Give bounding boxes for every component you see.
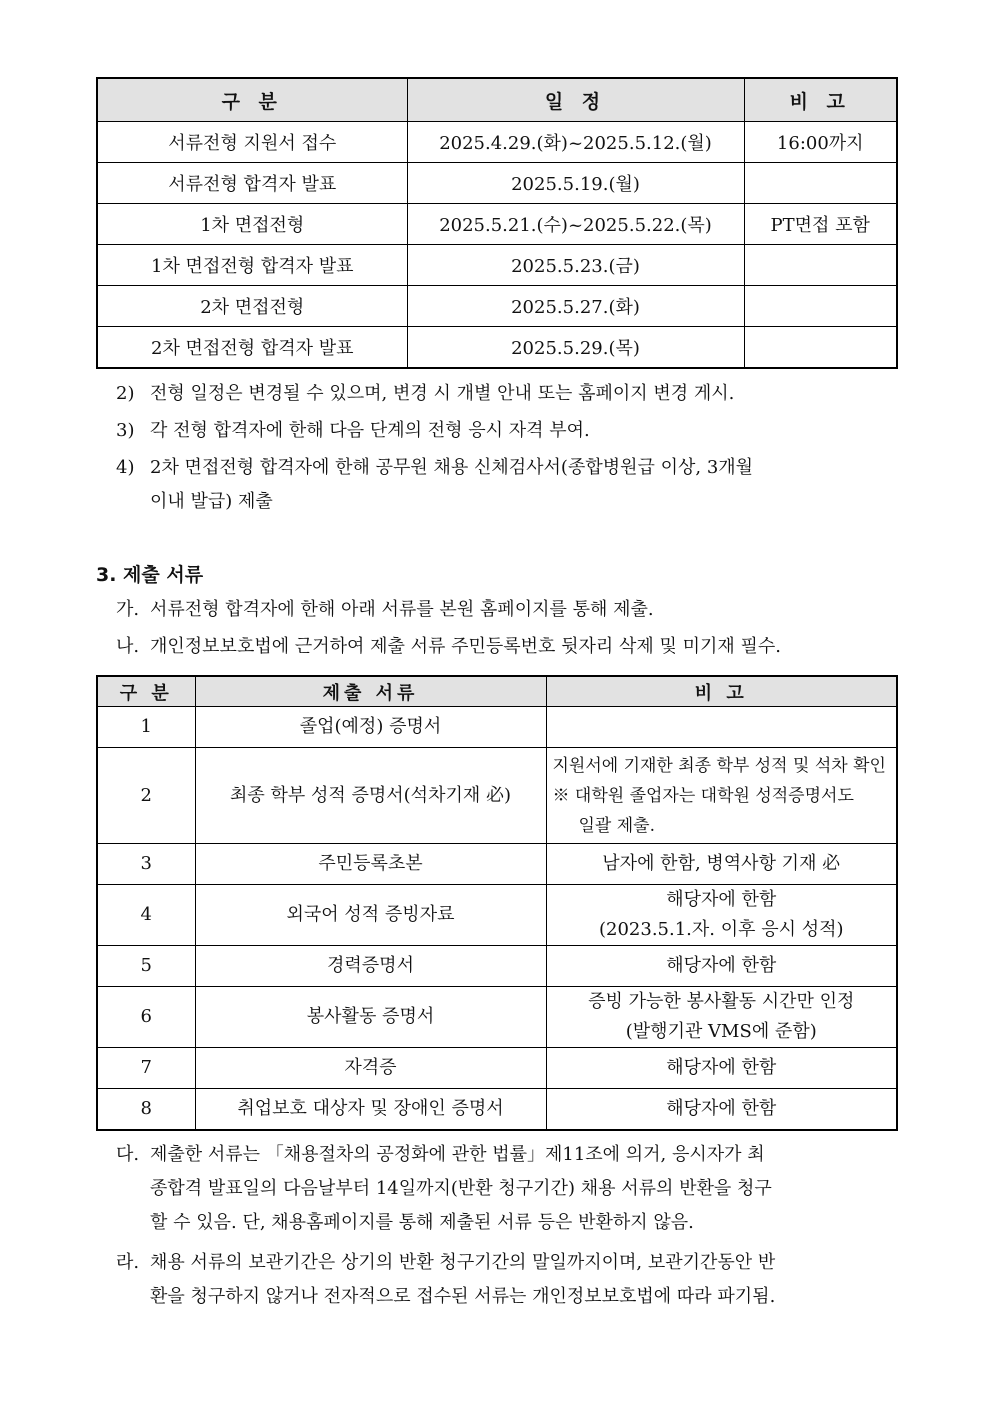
- closing-item-text: 종합격 발표일의 다음날부터 14일까지(반환 청구기간) 채용 서류의 반환을 청구: [150, 1178, 772, 1199]
- schedule-date: 2025.5.21.(수)~2025.5.22.(목): [407, 204, 744, 245]
- document-note: [546, 748, 897, 844]
- note-text-continuation: 이내 발급) 제출: [150, 491, 273, 512]
- closing-item-text: 환을 청구하지 않거나 전자적으로 접수된 서류는 개인정보보호법에 따라 파기됨.: [150, 1286, 776, 1307]
- document-name: 자격증: [195, 1048, 546, 1089]
- table-row: [97, 286, 897, 327]
- note-text: 각 전형 합격자에 한해 다음 단계의 전형 응시 자격 부여.: [150, 420, 590, 441]
- document-name: 취업보호 대상자 및 장애인 증명서: [195, 1089, 546, 1130]
- documents-header-note: 비 고: [546, 676, 897, 707]
- document-name: 졸업(예정) 증명서: [195, 707, 546, 748]
- document-name: 주민등록초본: [195, 844, 546, 885]
- section-item-label: 가.: [116, 599, 140, 620]
- table-row: [97, 748, 897, 844]
- schedule-stage: 서류전형 합격자 발표: [97, 163, 407, 204]
- schedule-note: [744, 286, 897, 327]
- schedule-header-stage: 구 분: [97, 78, 407, 122]
- schedule-note: [744, 245, 897, 286]
- schedule-note: [744, 163, 897, 204]
- document-note: 해당자에 한함: [546, 1089, 897, 1130]
- table-row: [97, 1048, 897, 1089]
- section-item-text: 서류전형 합격자에 한해 아래 서류를 본원 홈페이지를 통해 제출.: [150, 599, 654, 620]
- document-note: 남자에 한함, 병역사항 기재 必: [546, 844, 897, 885]
- schedule-stage: 서류전형 지원서 접수: [97, 122, 407, 163]
- schedule-note: [744, 327, 897, 369]
- section-item-text: 개인정보보호법에 근거하여 제출 서류 주민등록번호 뒷자리 삭제 및 미기재 필수.: [150, 636, 782, 657]
- schedule-note: PT면접 포함: [744, 204, 897, 245]
- document-note-line: (발행기관 VMS에 준함): [625, 1021, 817, 1042]
- section-item-label: 나.: [116, 636, 140, 657]
- schedule-stage: 2차 면접전형: [97, 286, 407, 327]
- document-note: 해당자에 한함: [546, 1048, 897, 1089]
- closing-item-label: 다.: [116, 1144, 140, 1165]
- document-no: 8: [97, 1089, 195, 1130]
- document-no: 5: [97, 946, 195, 987]
- schedule-header-row: [97, 78, 897, 122]
- table-row: [97, 1089, 897, 1130]
- closing-item-text: 제출한 서류는 「채용절차의 공정화에 관한 법률」제11조에 의거, 응시자가 최: [150, 1144, 765, 1165]
- document-name: 경력증명서: [195, 946, 546, 987]
- table-row: [97, 327, 897, 369]
- document-note-line: ※ 대학원 졸업자는 대학원 성적증명서도: [552, 785, 854, 806]
- schedule-header-note: 비 고: [744, 78, 897, 122]
- note-number: 3): [116, 420, 135, 441]
- note-item: [116, 377, 896, 411]
- schedule-stage: 2차 면접전형 합격자 발표: [97, 327, 407, 369]
- document-name: 외국어 성적 증빙자료: [195, 885, 546, 946]
- note-number: 4): [116, 457, 135, 478]
- table-row: [97, 163, 897, 204]
- document-note-line: 지원서에 기재한 최종 학부 성적 및 석차 확인: [552, 755, 886, 776]
- document-name: 최종 학부 성적 증명서(석차기재 必): [195, 748, 546, 844]
- table-row: [97, 946, 897, 987]
- document-note-line: 해당자에 한함: [666, 889, 777, 910]
- documents-header-no: 구 분: [97, 676, 195, 707]
- schedule-date: 2025.5.27.(화): [407, 286, 744, 327]
- schedule-stage: 1차 면접전형: [97, 204, 407, 245]
- document-note-line: 일괄 제출.: [578, 815, 655, 836]
- closing-item-text: 채용 서류의 보관기간은 상기의 반환 청구기간의 말일까지이며, 보관기간동안 반: [150, 1252, 776, 1273]
- schedule-date: 2025.5.23.(금): [407, 245, 744, 286]
- documents-table: [96, 675, 898, 1131]
- closing-item-text: 할 수 있음. 단, 채용홈페이지를 통해 제출된 서류 등은 반환하지 않음.: [150, 1212, 694, 1233]
- schedule-date: 2025.5.19.(월): [407, 163, 744, 204]
- document-no: 7: [97, 1048, 195, 1089]
- table-row: [97, 844, 897, 885]
- document-name: 봉사활동 증명서: [195, 987, 546, 1048]
- table-row: [97, 885, 897, 946]
- section-item: [116, 630, 896, 664]
- document-no: 3: [97, 844, 195, 885]
- section-title: 3. 제출 서류: [96, 564, 204, 586]
- table-row: [97, 987, 897, 1048]
- table-row: [97, 245, 897, 286]
- document-no: 6: [97, 987, 195, 1048]
- schedule-table: [96, 77, 898, 369]
- note-text: 전형 일정은 변경될 수 있으며, 변경 시 개별 안내 또는 홈페이지 변경 게시.: [150, 383, 735, 404]
- document-no: 4: [97, 885, 195, 946]
- document-no: 1: [97, 707, 195, 748]
- note-item: [116, 451, 896, 519]
- note-item: [116, 414, 896, 448]
- closing-item: [116, 1246, 896, 1314]
- table-row: [97, 122, 897, 163]
- document-note: [546, 885, 897, 946]
- section-item: [116, 593, 896, 627]
- schedule-stage: 1차 면접전형 합격자 발표: [97, 245, 407, 286]
- document-no: 2: [97, 748, 195, 844]
- schedule-date: 2025.4.29.(화)~2025.5.12.(월): [407, 122, 744, 163]
- schedule-date: 2025.5.29.(목): [407, 327, 744, 369]
- schedule-header-date: 일 정: [407, 78, 744, 122]
- schedule-note: 16:00까지: [744, 122, 897, 163]
- document-note: [546, 707, 897, 748]
- closing-item: [116, 1138, 896, 1240]
- closing-item-label: 라.: [116, 1252, 140, 1273]
- table-row: [97, 707, 897, 748]
- table-row: [97, 204, 897, 245]
- note-text: 2차 면접전형 합격자에 한해 공무원 채용 신체검사서(종합병원급 이상, 3개월: [150, 457, 754, 478]
- documents-header-row: [97, 676, 897, 707]
- document-note-line: (2023.5.1.자. 이후 응시 성적): [598, 919, 844, 940]
- document-note: [546, 987, 897, 1048]
- document-note: 해당자에 한함: [546, 946, 897, 987]
- documents-header-doc: 제출 서류: [195, 676, 546, 707]
- document-note-line: 증빙 가능한 봉사활동 시간만 인정: [588, 991, 855, 1012]
- note-number: 2): [116, 383, 135, 404]
